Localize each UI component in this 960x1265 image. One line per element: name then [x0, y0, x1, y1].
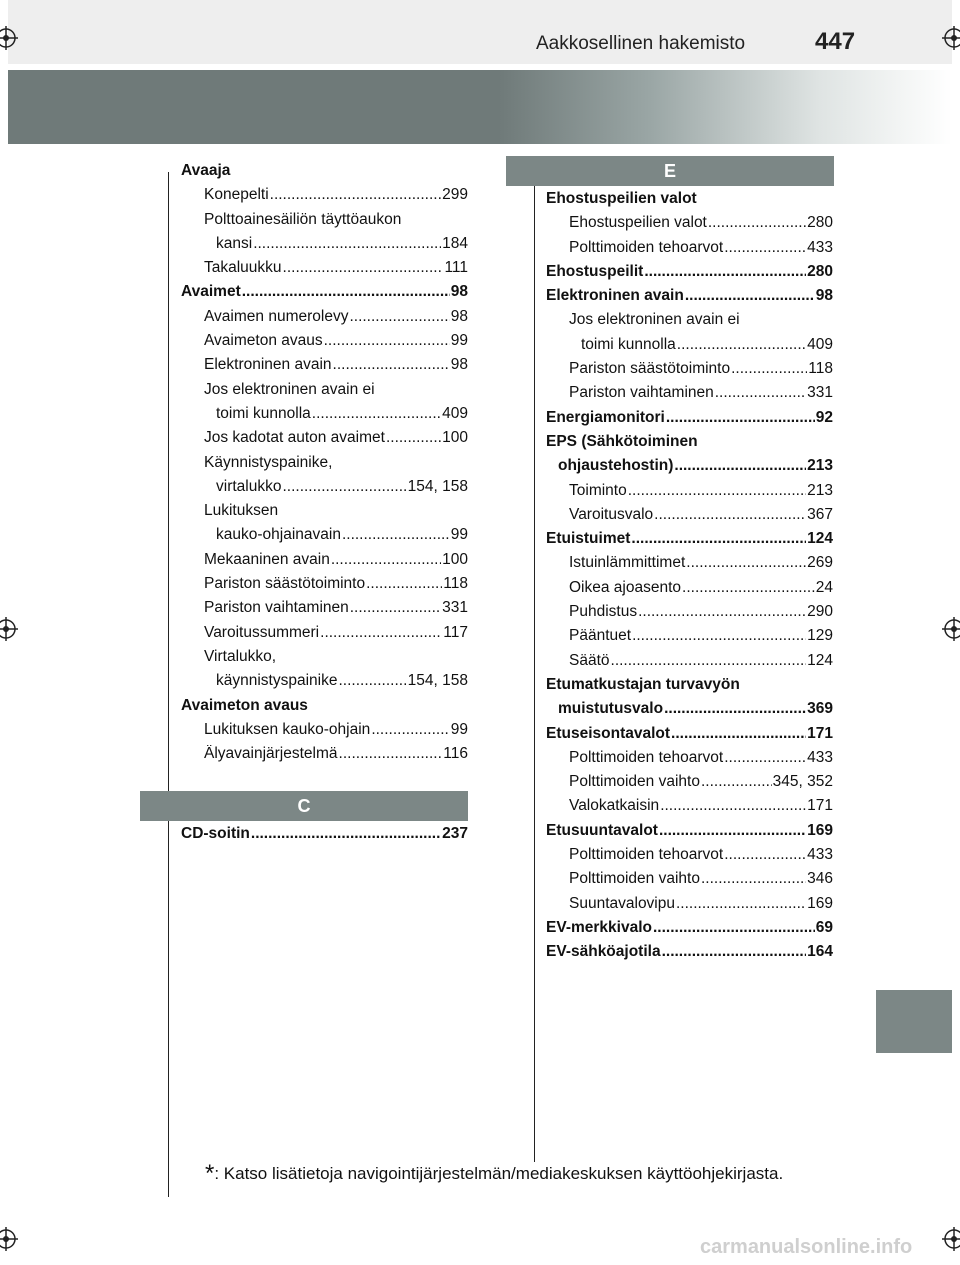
index-entry [181, 162, 468, 186]
dot-leader [333, 356, 450, 374]
index-entry-term: Varoitusvalo [569, 505, 654, 523]
index-entry [546, 506, 833, 530]
dot-leader [644, 263, 806, 281]
dot-leader [701, 870, 806, 888]
index-entry [181, 697, 468, 721]
index-entry-term: Ehostuspeilien valot [546, 190, 697, 207]
index-entry-page: 237 [442, 825, 468, 842]
dot-leader [638, 603, 806, 621]
dot-leader [242, 283, 450, 301]
index-entry-term: Polttimoiden vaihto [569, 773, 700, 791]
index-entry-term: Pariston säästötoiminto [569, 360, 731, 378]
index-entry-page: 164 [807, 943, 833, 961]
index-entry-page: 98 [815, 287, 833, 305]
dot-leader [662, 943, 807, 961]
dot-leader [708, 214, 806, 232]
index-entry-term: Pariston vaihtaminen [569, 384, 714, 402]
index-entry-page: 99 [450, 526, 468, 544]
index-entry-term: Virtalukko, [204, 647, 277, 665]
dot-leader [664, 700, 806, 718]
index-entry-page: 100 [442, 429, 468, 447]
index-entry-term: toimi kunnolla [216, 404, 311, 422]
index-entry-term: Lukituksen kauko-ohjain [204, 720, 371, 738]
index-entry-term: Etusuuntavalot [546, 821, 658, 839]
index-right-column [546, 190, 833, 968]
dot-leader [338, 672, 406, 690]
dot-leader [682, 579, 815, 597]
index-entry-page: 129 [807, 627, 833, 645]
index-entry-term: Toiminto [569, 481, 627, 499]
index-entry-page: 98 [450, 283, 468, 301]
index-entry-page: 346 [807, 870, 833, 888]
dot-leader [676, 895, 806, 913]
index-entry [181, 235, 468, 259]
index-entry-page: 331 [807, 384, 833, 402]
index-entry [181, 575, 468, 599]
index-entry-page: 116 [443, 745, 468, 763]
index-entry-page: 24 [815, 578, 833, 596]
index-entry-term: Oikea ajoasento [569, 578, 682, 596]
index-entry-page: 98 [450, 356, 468, 374]
index-entry [546, 603, 833, 627]
index-entry [546, 919, 833, 943]
index-entry-page: 280 [807, 262, 833, 280]
index-entry [181, 211, 468, 235]
index-entry-term: Pariston säästötoiminto [204, 575, 366, 593]
index-entry-page: 154, 158 [407, 477, 468, 495]
dot-leader [715, 384, 806, 402]
index-entry-term: Säätö [569, 651, 610, 669]
index-entry [546, 797, 833, 821]
dot-leader [339, 745, 443, 763]
index-entry-term: Ehostuspeilit [546, 262, 644, 280]
index-entry [181, 502, 468, 526]
dot-leader [324, 332, 450, 350]
index-entry-page: 369 [807, 700, 833, 718]
index-entry-page: 124 [807, 530, 833, 548]
index-entry-term: Takaluukku [204, 259, 282, 277]
index-entry [546, 676, 833, 700]
index-entry-page: 299 [442, 186, 468, 204]
index-entry-term: CD-soitin [181, 825, 250, 842]
dot-leader [631, 530, 806, 548]
dot-leader [350, 599, 441, 617]
index-entry-term: Avaimeton avaus [181, 696, 308, 714]
index-entry-term: käynnistyspainike [216, 672, 338, 690]
dot-leader [724, 846, 806, 864]
dot-leader [611, 652, 807, 670]
index-entry [181, 356, 468, 380]
index-entry [181, 283, 468, 307]
index-entry-term: ohjaustehostin) [558, 457, 674, 475]
footnote-text: : Katso lisätietoja navigointijärjestelmän/mediakeskuksen käyttöohjekirjasta. [214, 1164, 784, 1183]
index-entry-page: 118 [443, 575, 468, 593]
dot-leader [724, 749, 806, 767]
index-entry [546, 287, 833, 311]
index-entry-term: Avaimen numerolevy [204, 307, 349, 325]
registration-mark-icon [0, 1227, 18, 1251]
index-entry-page: 124 [807, 651, 833, 669]
index-entry-term: Avaimet [181, 283, 241, 301]
index-entry-term: Lukituksen [204, 502, 279, 520]
index-entry [546, 822, 833, 846]
index-entry [546, 433, 833, 457]
dot-leader [685, 287, 815, 305]
index-entry [546, 190, 833, 214]
dot-leader [282, 478, 406, 496]
index-entry [546, 652, 833, 676]
left-column-rule [168, 172, 169, 1197]
index-entry-term: Pariston vaihtaminen [204, 599, 349, 617]
index-entry [181, 259, 468, 283]
index-entry-page: 433 [807, 238, 833, 256]
index-entry [546, 749, 833, 773]
index-entry [546, 725, 833, 749]
index-entry [181, 454, 468, 478]
index-entry [546, 627, 833, 651]
index-entry-term: Etumatkustajan turvavyön [546, 675, 740, 693]
dot-leader [386, 429, 441, 447]
index-entry [546, 530, 833, 554]
index-entry-term: Polttimoiden tehoarvot [569, 748, 724, 766]
index-entry-page: 433 [807, 748, 833, 766]
footnote-marker: * [205, 1160, 215, 1187]
index-entry-page: 409 [442, 404, 468, 422]
column-divider [534, 172, 535, 1162]
index-entry [546, 895, 833, 919]
index-entry [546, 457, 833, 481]
index-entry [546, 700, 833, 724]
index-entry-term: muistutusvalo [558, 700, 664, 718]
index-entry-page: 280 [807, 214, 833, 232]
dot-leader [283, 259, 444, 277]
index-entry-term: Ehostuspeilien valot [569, 214, 707, 232]
registration-mark-icon [0, 26, 18, 50]
index-entry-term: Etuistuimet [546, 530, 631, 548]
index-entry-page: 345, 352 [772, 773, 833, 791]
index-entry-page: 433 [807, 846, 833, 864]
index-entry-page: 154, 158 [407, 672, 468, 690]
index-entry-page: 169 [807, 821, 833, 839]
index-section-c [181, 825, 468, 849]
index-entry-term: Konepelti [204, 186, 269, 204]
index-entry [181, 332, 468, 356]
index-entry-term: Suuntavalovipu [569, 894, 675, 912]
index-entry [546, 943, 833, 967]
chapter-tab [876, 990, 952, 1053]
page-number: 447 [815, 28, 856, 55]
dot-leader [686, 554, 806, 572]
dot-leader [653, 919, 815, 937]
index-entry-page: 213 [807, 457, 833, 475]
index-entry-term: Älyavainjärjestelmä [204, 745, 338, 763]
header-band [8, 0, 952, 64]
index-entry-term: Puhdistus [569, 603, 638, 621]
index-entry-page: 99 [450, 332, 468, 350]
registration-mark-icon [942, 617, 960, 641]
index-entry-term: kansi [216, 234, 253, 252]
index-entry-term: Polttimoiden tehoarvot [569, 238, 724, 256]
index-entry-page: 118 [808, 360, 833, 378]
index-entry [181, 308, 468, 332]
index-entry [181, 624, 468, 648]
index-entry-term: Jos elektroninen avain ei [569, 311, 740, 329]
dot-leader [671, 725, 806, 743]
index-entry [546, 482, 833, 506]
dot-leader [677, 336, 806, 354]
index-entry-term: Käynnistyspainike, [204, 453, 333, 471]
index-entry-term: Valokatkaisin [569, 797, 660, 815]
index-entry [181, 381, 468, 405]
index-entry [546, 336, 833, 360]
index-entry-page: 92 [815, 408, 833, 426]
registration-mark-icon [0, 617, 18, 641]
index-entry [181, 648, 468, 672]
section-header-c: C [140, 791, 468, 821]
index-entry [546, 263, 833, 287]
section-header-e: E [506, 156, 834, 186]
index-entry [181, 825, 468, 849]
index-entry [546, 384, 833, 408]
dot-leader [632, 627, 806, 645]
dot-leader [270, 186, 441, 204]
index-entry-term: Jos kadotat auton avaimet [204, 429, 385, 447]
dot-leader [660, 797, 806, 815]
index-entry-term: Avaimeton avaus [204, 332, 323, 350]
index-entry [546, 214, 833, 238]
index-entry-page: 99 [450, 720, 468, 738]
index-entry-page: 69 [815, 918, 833, 936]
index-entry-term: Varoitussummeri [204, 623, 320, 641]
index-entry [181, 672, 468, 696]
header-gradient-bar [8, 70, 952, 144]
index-entry [546, 846, 833, 870]
dot-leader [659, 822, 806, 840]
index-entry [181, 599, 468, 623]
dot-leader [331, 551, 441, 569]
index-entry-term: Polttoainesäiliön täyttöaukon [204, 210, 402, 228]
index-entry [181, 186, 468, 210]
index-entry-page: 290 [807, 603, 833, 621]
dot-leader [724, 239, 806, 257]
index-left-column [181, 162, 468, 769]
dot-leader [312, 405, 441, 423]
dot-leader [253, 235, 441, 253]
index-entry [181, 721, 468, 745]
index-entry-term: Polttimoiden vaihto [569, 870, 700, 888]
index-entry-term: Mekaaninen avain [204, 550, 330, 568]
running-title: Aakkosellinen hakemisto [536, 33, 746, 54]
index-entry-term: virtalukko [216, 477, 282, 495]
index-entry-page: 184 [442, 234, 468, 252]
index-entry [546, 239, 833, 263]
dot-leader [366, 575, 442, 593]
dot-leader [674, 457, 806, 475]
dot-leader [666, 409, 815, 427]
dot-leader [731, 360, 807, 378]
dot-leader [654, 506, 806, 524]
index-entry [546, 870, 833, 894]
index-entry-page: 269 [807, 554, 833, 572]
index-entry [181, 526, 468, 550]
index-entry-term: Elektroninen avain [546, 287, 684, 305]
index-entry-page: 98 [450, 307, 468, 325]
index-entry [181, 478, 468, 502]
index-entry [546, 773, 833, 797]
index-entry-term: Energiamonitori [546, 408, 665, 426]
index-entry-page: 171 [807, 797, 833, 815]
index-entry-term: EPS (Sähkötoiminen [546, 432, 698, 450]
dot-leader [320, 624, 442, 642]
watermark: carmanualsonline.info [700, 1236, 913, 1258]
dot-leader [349, 308, 449, 326]
footnote [205, 1160, 783, 1188]
index-entry-page: 213 [807, 481, 833, 499]
registration-mark-icon [942, 1227, 960, 1251]
index-entry-term: Avaaja [181, 162, 231, 179]
index-entry-page: 100 [442, 550, 468, 568]
index-entry [546, 579, 833, 603]
index-entry [181, 429, 468, 453]
index-entry-term: toimi kunnolla [581, 335, 676, 353]
dot-leader [371, 721, 449, 739]
index-entry [181, 405, 468, 429]
index-entry-page: 367 [807, 505, 833, 523]
index-entry-term: Pääntuet [569, 627, 632, 645]
index-entry-page: 409 [807, 335, 833, 353]
index-entry-term: EV-sähköajotila [546, 943, 661, 961]
index-entry [546, 554, 833, 578]
index-entry [546, 360, 833, 384]
registration-mark-icon [942, 26, 960, 50]
index-entry-term: Jos elektroninen avain ei [204, 380, 375, 398]
index-entry-term: EV-merkkivalo [546, 918, 652, 936]
index-entry [181, 551, 468, 575]
dot-leader [628, 482, 806, 500]
index-entry-term: Istuinlämmittimet [569, 554, 686, 572]
index-entry-page: 331 [442, 599, 468, 617]
index-entry-page: 111 [444, 259, 468, 277]
index-entry-term: Elektroninen avain [204, 356, 332, 374]
dot-leader [342, 526, 450, 544]
index-entry-term: Polttimoiden tehoarvot [569, 846, 724, 864]
index-entry-page: 171 [807, 724, 833, 742]
index-entry [181, 745, 468, 769]
index-entry-term: kauko-ohjainavain [216, 526, 341, 544]
index-entry-page: 169 [807, 894, 833, 912]
index-entry [546, 409, 833, 433]
dot-leader [701, 773, 772, 791]
index-entry-page: 117 [443, 623, 468, 641]
dot-leader [251, 825, 441, 843]
index-entry-term: Etuseisontavalot [546, 724, 671, 742]
index-entry [546, 311, 833, 335]
